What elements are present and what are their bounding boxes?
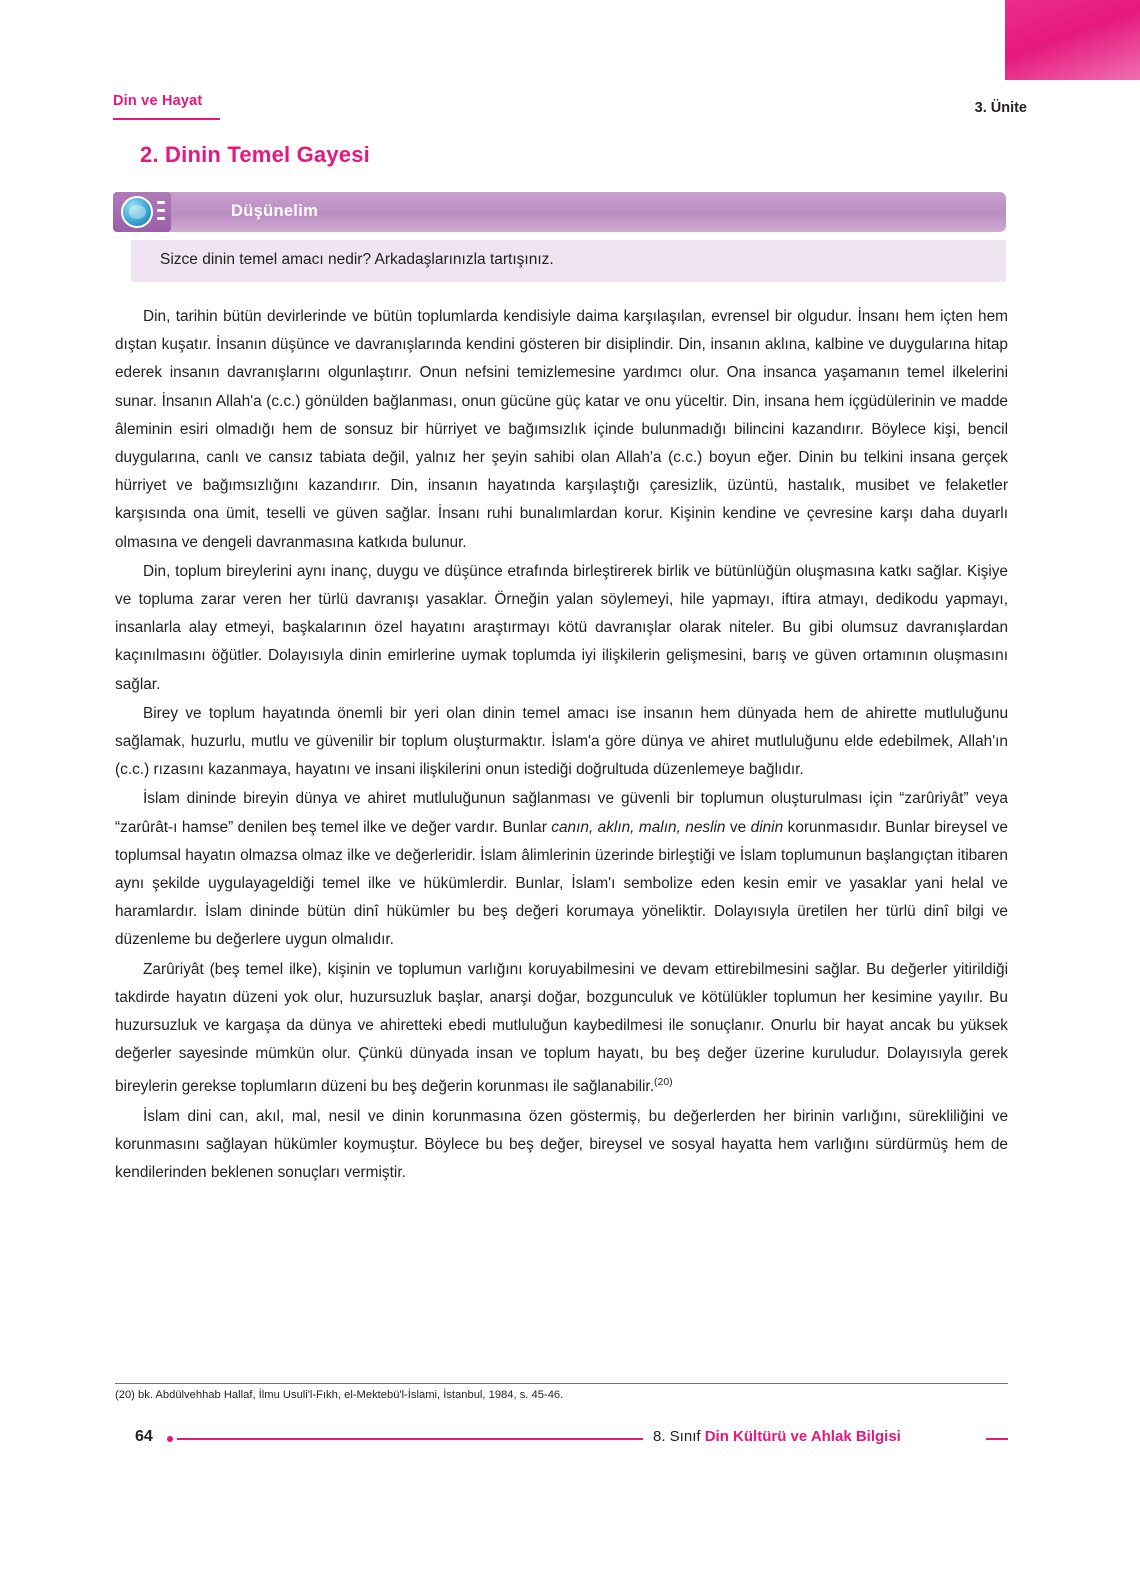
lines-icon: [157, 201, 165, 223]
footer-rule: [177, 1438, 643, 1440]
page-header: [113, 92, 1027, 116]
page-footer: [115, 1428, 1008, 1450]
page-title: 2. Dinin Temel Gayesi: [140, 142, 370, 167]
think-banner: [113, 192, 1006, 232]
paragraph-3: Birey ve toplum hayatında önemli bir yeri olan dinin temel amacı ise insanın hem dünyada hem de ahirette mutluluğunu sağlamak, huzurlu, mutlu ve güvenilir bir toplum oluşturmaktır. İslam'a göre dünya ve ahiret mutluluğunu elde edebilmek, Allah'ın (c.c.) rızasını kazanmaya, hayatını ve insani ilişkilerini onun istediği doğrultuda düzenlemeye bağlıdır.: [115, 704, 1008, 779]
corner-decoration: [1005, 0, 1140, 80]
think-badge: [113, 192, 171, 232]
paragraph-1: Din, tarihin bütün devirlerinde ve bütün toplumlarda kendisiyle daima karşılaşılan, evrensel bir olgudur. İnsanı hem içten hem dıştan kuşatır. İnsanın düşünce ve davranışlarında kendini gösteren bir disiplindir. Din, insanın aklına, kalbine ve duygularına hitap ederek insanın davranışlarını olgunlaştırır. Onun nefsini temizlemesine yardımcı olur. Ona insanca yaşamanın temel ilkelerini sunar. İnsanın Allah'a (c.c.) gönülden bağlanması, onun gücüne güç katar ve onu yüceltir. Din, insana hem içgüdülerinin ve madde âleminin esiri olmadığı hem de sonsuz bir hürriyet ve bağımsızlık içinde bulunmadığı bilincini kazandırır. Böylece kişi, bencil duygularına, canlı ve cansız tabiata değil, yalnız her şeyin sahibi olan Allah'a (c.c.) boyun eğer. Dinin bu telkini insana gerçek hürriyet ve bağımsızlığını kazandırır. Din, insanın hayatında karşılaştığı çaresizlik, üzüntü, hastalık, musibet ve felaketler karşısında ona ümit, teselli ve güven sağlar. İnsanı ruhi bunalımlardan korur. Kişinin kendine ve çevresine karşı daha duyarlı olmasına ve dengeli davranmasına katkıda bulunur.: [115, 308, 1008, 551]
footnote: (20) bk. Abdülvehhab Hallaf, İlmu Usuli'l-Fıkh, el-Mektebü'l-İslami, İstanbul, 1984, s. 45-46.: [115, 1383, 1008, 1401]
paragraph-4: [115, 785, 1008, 954]
footer-rule-right: [986, 1438, 1008, 1440]
header-section-title: Din ve Hayat: [113, 93, 203, 109]
body-text: [115, 303, 1008, 1188]
think-question-text: Sizce dinin temel amacı nedir? Arkadaşlarınızla tartışınız.: [160, 251, 554, 268]
page-number: 64: [135, 1428, 153, 1445]
think-question-box: [131, 240, 1006, 282]
think-banner-label: Düşünelim: [231, 202, 319, 220]
paragraph-4-part2: ve: [725, 818, 751, 836]
header-unit-label: 3. Ünite: [974, 100, 1027, 116]
globe-icon: [121, 196, 153, 228]
paragraph-4-italic1: canın, aklın, malın, neslin: [551, 818, 726, 836]
paragraph-4-part3: korunmasıdır. Bunlar bireysel ve toplumsal hayatın olmazsa olmaz ilke ve değerleridir. İslam âlimlerinin üzerinde birleştiği ve İslam toplumunun başlangıçtan itibaren aynı şekilde uygulayageldiği temel ilke ve hükümlerdir. Bunlar, İslam'ı sembolize eden kesin emir ve yasaklar yani helal ve haramlardır. İslam dininde bütün dinî hükümler bu beş değeri korumaya yöneliktir. Dolayısıyla üretilen her türlü dinî bilgi ve düzenleme bu değerlere uygun olmalıdır.: [115, 818, 1008, 949]
footer-subject: Din Kültürü ve Ahlak Bilgisi: [704, 1428, 901, 1445]
paragraph-4-italic2: dinin: [750, 818, 784, 836]
footnote-marker: (20): [653, 1076, 673, 1089]
header-underline: [113, 118, 220, 120]
paragraph-5-text: Zarûriyât (beş temel ilke), kişinin ve toplumun varlığını koruyabilmesini ve devam ettirebilmesini sağlar. Bu değerler yitirildiği takdirde hayatın düzeni yok olur, huzursuzluk başlar, anarşi doğar, bozgunculuk ve kötülükler toplumun her kesimine yayılır. Bu huzursuzluk ve kargaşa da dünya ve ahiretteki ebedi mutluluğun kaybedilmesi ile sonuçlanır. Onurlu bir hayat ancak bu yüksek değerler sayesinde mümkün olur. Çünkü dünyada insan ve toplum hayatı, bu beş değer üzerine kuruludur. Dolayısıyla gerek bireylerin gerekse toplumların düzeni bu beş değerin korunması ile sağlanabilir.: [115, 960, 1008, 1096]
footer-grade: 8. Sınıf: [653, 1428, 705, 1445]
footer-dot-icon: [167, 1436, 173, 1442]
paragraph-4-part1: İslam dininde bireyin dünya ve ahiret mutluluğunun sağlanması ve güvenli bir toplumun oluşturulması için “zarûriyât” veya “zarûrât-ı hamse” denilen beş temel ilke ve değer vardır. Bunlar: [115, 790, 1008, 836]
footer-book-title: [653, 1428, 901, 1445]
paragraph-6: İslam dini can, akıl, mal, nesil ve dinin korunmasına özen göstermiş, bu değerlerden her birinin varlığını, sürekliliğini ve korunmasını sağlayan hükümler koymuştur. Böylece bu beş değer, bireysel ve sosyal hayatta hem varlığını sürdürmüş hem de kendilerinden beklenen sonuçları vermiştir.: [115, 1107, 1008, 1182]
paragraph-5: [115, 956, 1008, 1102]
paragraph-2: Din, toplum bireylerini aynı inanç, duygu ve düşünce etrafında birleştirerek birlik ve bütünlüğün oluşmasına katkı sağlar. Kişiye ve topluma zarar veren her türlü davranışı yasaklar. Örneğin yalan söylemeyi, hile yapmayı, iftira atmayı, dedikodu yapmayı, insanlarla alay etmeyi, başkalarının özel hayatını araştırmayı kötü davranışlar olarak niteler. Bu gibi olumsuz davranışlardan kaçınılmasını öğütler. Dolayısıyla dinin emirlerine uymak toplumda iyi ilişkilerin gelişmesini, barış ve güven ortamının oluşmasını sağlar.: [115, 562, 1008, 693]
